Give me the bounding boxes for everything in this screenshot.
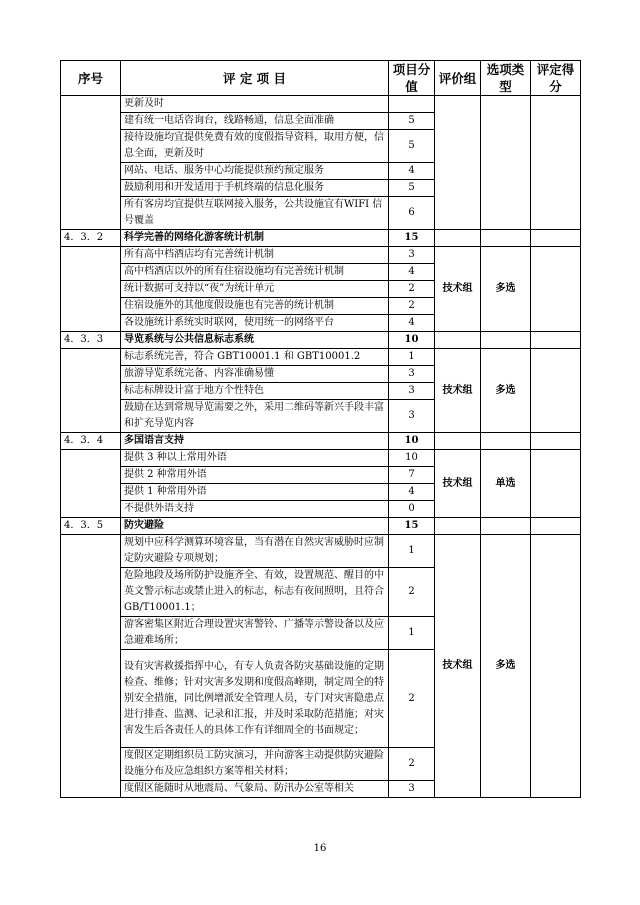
header-type: 选项类型: [481, 61, 531, 96]
result-score-cell: [531, 230, 581, 247]
item-text: 住宿设施外的其他度假设施也有完善的统计机制: [121, 298, 389, 315]
item-score: 4: [389, 163, 435, 180]
item-score: 3: [389, 383, 435, 400]
item-score: 2: [389, 748, 435, 781]
table-row: [61, 349, 581, 366]
section-row: [61, 433, 581, 450]
item-score: 2: [389, 650, 435, 748]
section-code-cell: [61, 781, 121, 798]
section-code-cell: [61, 130, 121, 163]
item-score: 5: [389, 130, 435, 163]
section-row: [61, 332, 581, 349]
item-score: 4: [389, 315, 435, 332]
item-text: 度假区能随时从地震局、气象局、防汛办公室等相关: [121, 781, 389, 798]
section-row: [61, 518, 581, 535]
item-score: 0: [389, 501, 435, 518]
item-score: 4: [389, 264, 435, 281]
item-text: 鼓励在达到常规导览需要之外，采用二维码等新兴手段丰富和扩充导览内容: [121, 400, 389, 433]
table-row: [61, 247, 581, 264]
result-score-cell: [531, 518, 581, 535]
item-text: 设有灾害救援指挥中心，有专人负责各防灾基础设施的定期检查、维修；针对灾害多发期和度假高峰期，制定周全的特别安全措施，同比例增派安全管理人员，专门对灾害隐患点进行排查、监测、记录和汇报，并及时采取防范措施；对灾害发生后各责任人的具体工作有详细周全的书面规定；: [121, 650, 389, 748]
item-text: 所有高中档酒店均有完善统计机制: [121, 247, 389, 264]
evaluation-group-cell: [435, 96, 481, 230]
section-code-cell: [61, 163, 121, 180]
item-text: 提供 1 种常用外语: [121, 484, 389, 501]
section-code-cell: [61, 748, 121, 781]
item-text: 接待设施均宜提供免费有效的度假指导资料，取用方便，信息全面，更新及时: [121, 130, 389, 163]
item-score: 10: [389, 433, 435, 450]
item-text: 高中档酒店以外的所有住宿设施均有完善统计机制: [121, 264, 389, 281]
item-score: 10: [389, 450, 435, 467]
section-code-cell: 4．3．2: [61, 230, 121, 247]
item-score: 3: [389, 366, 435, 383]
item-score: 3: [389, 247, 435, 264]
result-score-cell: [531, 349, 581, 433]
item-text: 危险地段及场所防护设施齐全、有效，设置规范、醒目的中英文警示标志或禁止进入的标志，标志有夜间照明，且符合 GB/T10001.1；: [121, 568, 389, 617]
item-text: 建有统一电话咨询台，线路畅通，信息全面准确: [121, 113, 389, 130]
item-text: 提供 3 种以上常用外语: [121, 450, 389, 467]
item-text: 网站、电话、服务中心均能提供预约预定服务: [121, 163, 389, 180]
section-code-cell: [61, 264, 121, 281]
table-row: [61, 535, 581, 568]
item-text: 标志标牌设计富于地方个性特色: [121, 383, 389, 400]
evaluation-group-cell: [435, 332, 481, 349]
item-score: 6: [389, 197, 435, 230]
evaluation-group-cell: [435, 433, 481, 450]
option-type-cell: [481, 230, 531, 247]
option-type-cell: [481, 433, 531, 450]
section-code-cell: [61, 467, 121, 484]
item-text: 游客密集区附近合理设置灾害警铃、广播等示警设备以及应急避难场所；: [121, 617, 389, 650]
section-code-cell: [61, 450, 121, 467]
item-score: 5: [389, 113, 435, 130]
section-code-cell: [61, 568, 121, 617]
result-score-cell: [531, 96, 581, 230]
page-number: 16: [313, 843, 327, 854]
item-text: 不提供外语支持: [121, 501, 389, 518]
header-result: 评定得分: [531, 61, 581, 96]
item-text: 规划中应科学测算环境容量，当有潜在自然灾害威胁时应制定防灾避险专项规划；: [121, 535, 389, 568]
item-score: 2: [389, 281, 435, 298]
item-text: 更新及时: [121, 96, 389, 113]
item-score: 5: [389, 180, 435, 197]
section-code-cell: [61, 535, 121, 568]
section-title: 多国语言支持: [121, 433, 389, 450]
item-score: 1: [389, 535, 435, 568]
section-code-cell: [61, 349, 121, 366]
section-code-cell: [61, 197, 121, 230]
section-code-cell: 4．3．5: [61, 518, 121, 535]
option-type-cell: [481, 332, 531, 349]
section-code-cell: [61, 366, 121, 383]
option-type: 多选: [481, 535, 531, 798]
item-text: 度假区定期组织员工防灾演习，并向游客主动提供防灾避险设施分布及应急组织方案等相关材料；: [121, 748, 389, 781]
option-type-cell: [481, 518, 531, 535]
section-title: 科学完善的网络化游客统计机制: [121, 230, 389, 247]
item-text: 提供 2 种常用外语: [121, 467, 389, 484]
item-score: 2: [389, 298, 435, 315]
section-title: 导览系统与公共信息标志系统: [121, 332, 389, 349]
section-code-cell: [61, 383, 121, 400]
section-code-cell: [61, 180, 121, 197]
section-code-cell: [61, 247, 121, 264]
section-code-cell: [61, 315, 121, 332]
item-score: 15: [389, 518, 435, 535]
item-score: 15: [389, 230, 435, 247]
evaluation-group: 技术组: [435, 349, 481, 433]
section-code-cell: 4．3．3: [61, 332, 121, 349]
result-score-cell: [531, 535, 581, 798]
result-score-cell: [531, 450, 581, 518]
section-title: 防灾避险: [121, 518, 389, 535]
section-code-cell: [61, 113, 121, 130]
option-type-cell: [481, 96, 531, 230]
table-header-row: [61, 61, 581, 96]
item-score: 7: [389, 467, 435, 484]
section-code-cell: [61, 96, 121, 113]
evaluation-group: 技术组: [435, 247, 481, 332]
option-type: 单选: [481, 450, 531, 518]
result-score-cell: [531, 332, 581, 349]
item-score: 4: [389, 484, 435, 501]
item-text: 所有客房均宜提供互联网接入服务，公共设施宜有WIFI 信号覆盖: [121, 197, 389, 230]
item-text: 旅游导览系统完备、内容准确易懂: [121, 366, 389, 383]
result-score-cell: [531, 247, 581, 332]
evaluation-group: 技术组: [435, 535, 481, 798]
item-score: 2: [389, 568, 435, 617]
item-score: 3: [389, 400, 435, 433]
section-code-cell: [61, 484, 121, 501]
header-score: 项目分值: [389, 61, 435, 96]
table-row: [61, 96, 581, 113]
section-code-cell: [61, 298, 121, 315]
option-type: 多选: [481, 349, 531, 433]
evaluation-group-cell: [435, 518, 481, 535]
table-row: [61, 450, 581, 467]
item-score: 10: [389, 332, 435, 349]
section-code-cell: [61, 617, 121, 650]
section-code-cell: 4．3．4: [61, 433, 121, 450]
item-score: 3: [389, 781, 435, 798]
section-code-cell: [61, 281, 121, 298]
scoring-table: [60, 60, 581, 798]
evaluation-group: 技术组: [435, 450, 481, 518]
item-text: 鼓励利用和开发适用于手机终端的信息化服务: [121, 180, 389, 197]
item-text: 各设施统计系统实时联网，使用统一的网络平台: [121, 315, 389, 332]
option-type: 多选: [481, 247, 531, 332]
item-score: 1: [389, 349, 435, 366]
section-code-cell: [61, 501, 121, 518]
header-group: 评价组: [435, 61, 481, 96]
section-code-cell: [61, 400, 121, 433]
section-row: [61, 230, 581, 247]
header-seq: 序号: [61, 61, 121, 96]
evaluation-group-cell: [435, 230, 481, 247]
item-score: [389, 96, 435, 113]
header-item: 评 定 项 目: [121, 61, 389, 96]
section-code-cell: [61, 650, 121, 748]
item-text: 统计数据可支持以“夜”为统计单元: [121, 281, 389, 298]
item-score: 1: [389, 617, 435, 650]
result-score-cell: [531, 433, 581, 450]
item-text: 标志系统完善，符合 GBT10001.1 和 GBT10001.2: [121, 349, 389, 366]
